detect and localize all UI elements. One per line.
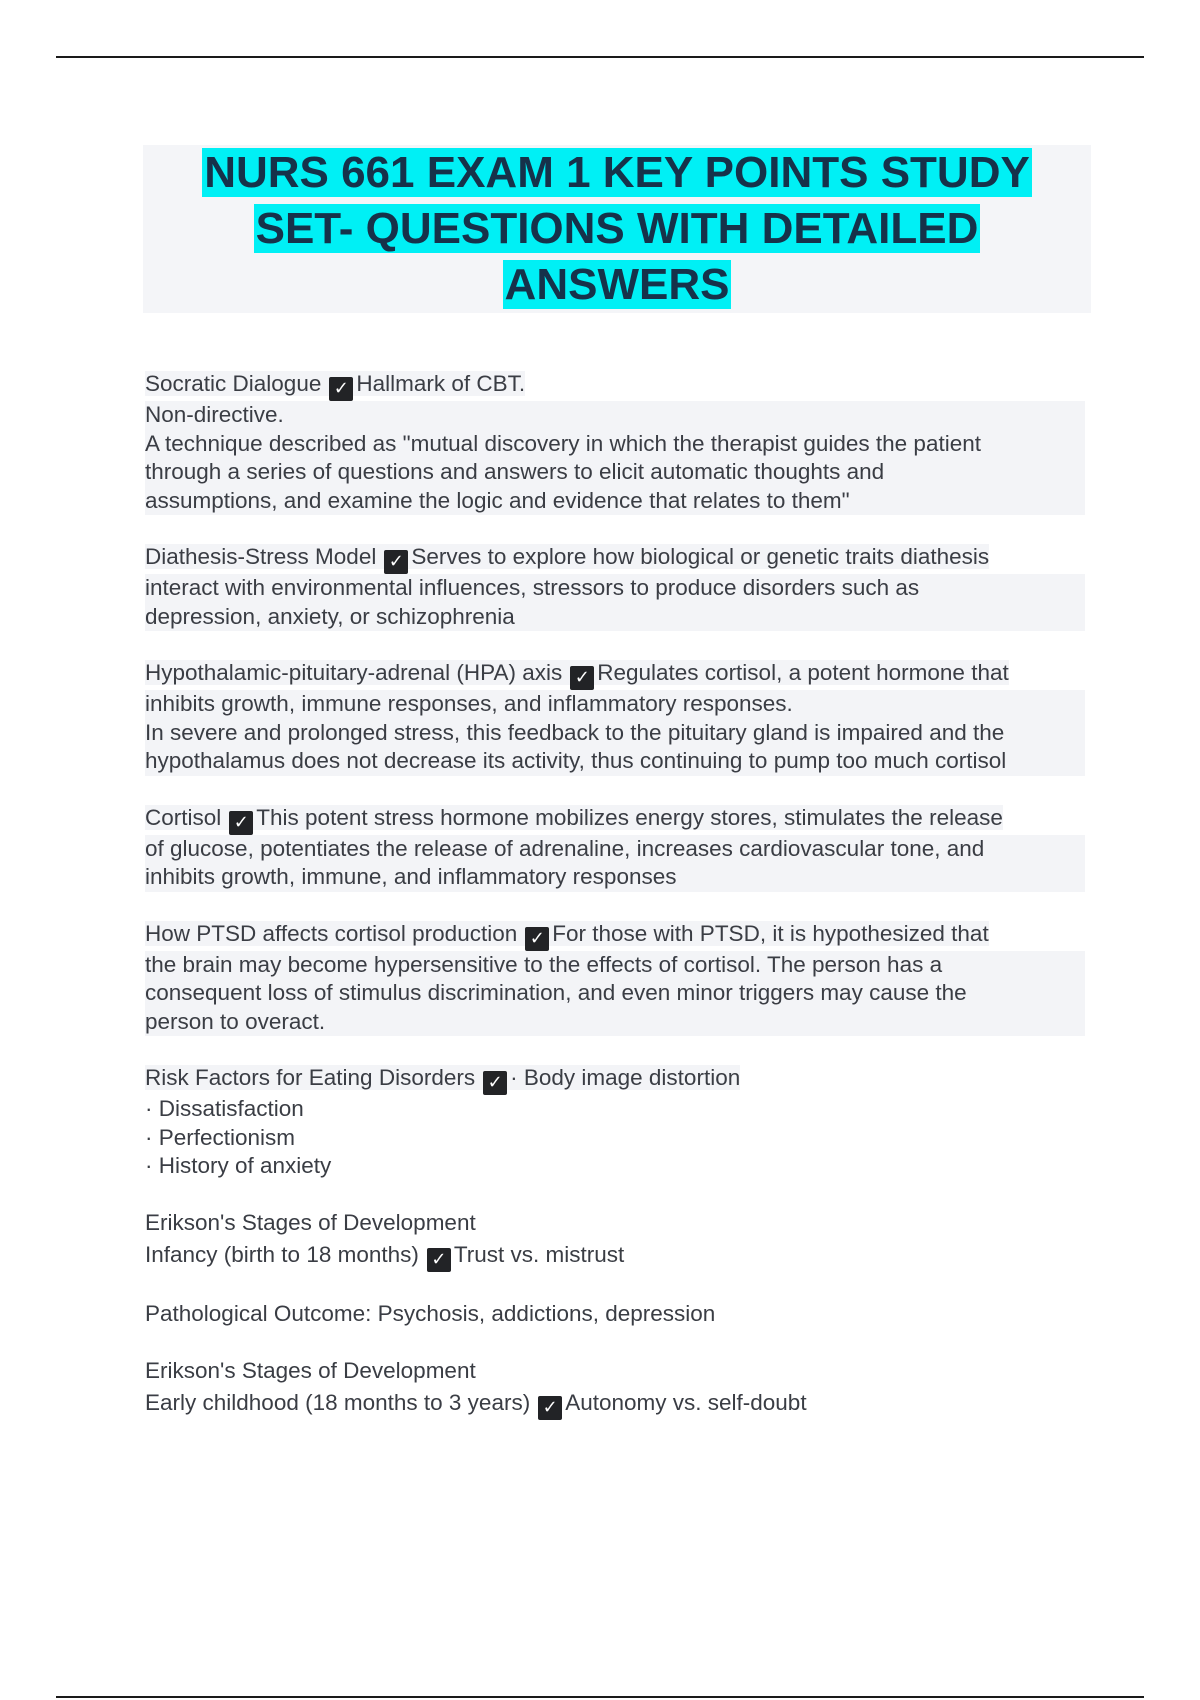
entry-answer-line: · Perfectionism (145, 1124, 296, 1150)
flashcard-entry (145, 370, 1085, 515)
checkmark-icon: ✓ (570, 666, 594, 690)
entry-note: Pathological Outcome: Psychosis, addictions, depression (145, 1301, 716, 1326)
entry-answer-line: interact with environmental influences, stressors to produce disorders such as (145, 574, 1085, 603)
entry-answer-line: This potent stress hormone mobilizes energy stores, stimulates the release (256, 804, 1003, 830)
entry-answer-line: Autonomy vs. self-doubt (565, 1390, 807, 1415)
entry-heading: Erikson's Stages of Development (145, 1209, 476, 1235)
entry-term: How PTSD affects cortisol production (145, 920, 518, 946)
entry-answer-line: consequent loss of stimulus discrimination, and even minor triggers may cause the (145, 979, 1085, 1008)
flashcard-entry (145, 1357, 1085, 1421)
entry-term: Socratic Dialogue (145, 371, 322, 396)
entry-answer-line: the brain may become hypersensitive to the effects of cortisol. The person has a (145, 951, 1085, 980)
flashcard-entry (145, 920, 1085, 1037)
entry-answer-line: assumptions, and examine the logic and evidence that relates to them" (145, 487, 1085, 516)
flashcard-entry (145, 1300, 1085, 1329)
entry-term: Infancy (birth to 18 months) (145, 1242, 419, 1267)
document-title (143, 145, 1091, 313)
entry-term: Risk Factors for Eating Disorders (145, 1065, 476, 1090)
entry-term: Diathesis-Stress Model (145, 544, 377, 569)
title-line-2: SET- QUESTIONS WITH DETAILED (255, 204, 979, 253)
entry-answer-line: hypothalamus does not decrease its activity, thus continuing to pump too much cortisol (145, 747, 1085, 776)
entry-answer-line: Hallmark of CBT. (356, 371, 526, 396)
checkmark-icon: ✓ (538, 1396, 562, 1420)
entry-answer-line: person to overact. (145, 1008, 1085, 1037)
entry-answer-line: inhibits growth, immune responses, and inflammatory responses. (145, 690, 1085, 719)
entry-answer-line: Trust vs. mistrust (453, 1242, 625, 1267)
flashcard-entry (145, 1209, 1085, 1273)
entry-answer-line: depression, anxiety, or schizophrenia (145, 603, 1085, 632)
entry-answer-line: Regulates cortisol, a potent hormone that (597, 660, 1009, 685)
study-set (145, 370, 1085, 1448)
flashcard-entry (145, 659, 1085, 776)
flashcard-entry (145, 804, 1085, 892)
entry-answer-line: inhibits growth, immune, and inflammatory responses (145, 863, 1085, 892)
entry-answer-line: A technique described as "mutual discovery in which the therapist guides the patient (145, 430, 1085, 459)
flashcard-entry (145, 1064, 1085, 1181)
bottom-rule (56, 1696, 1144, 1698)
title-banner (143, 145, 1091, 313)
title-line-3: ANSWERS (504, 260, 730, 309)
entry-answer-line: Serves to explore how biological or genetic traits diathesis (411, 544, 990, 569)
checkmark-icon: ✓ (329, 377, 353, 401)
entry-answer-line: through a series of questions and answers to elicit automatic thoughts and (145, 458, 1085, 487)
checkmark-icon: ✓ (525, 927, 549, 951)
flashcard-entry (145, 543, 1085, 631)
entry-heading: Erikson's Stages of Development (145, 1357, 476, 1383)
entry-term: Early childhood (18 months to 3 years) (145, 1390, 531, 1415)
checkmark-icon: ✓ (483, 1071, 507, 1095)
entry-answer-line: · History of anxiety (145, 1153, 332, 1178)
checkmark-icon: ✓ (229, 811, 253, 835)
entry-answer-line: of glucose, potentiates the release of adrenaline, increases cardiovascular tone, and (145, 835, 1085, 864)
entry-term: Hypothalamic-pituitary-adrenal (HPA) axis (145, 660, 563, 685)
entry-answer-line: In severe and prolonged stress, this feedback to the pituitary gland is impaired and the (145, 719, 1085, 748)
checkmark-icon: ✓ (384, 550, 408, 574)
entry-term: Cortisol (145, 804, 222, 830)
entry-answer-line: Non-directive. (145, 401, 1085, 430)
checkmark-icon: ✓ (427, 1248, 451, 1272)
title-line-1: NURS 661 EXAM 1 KEY POINTS STUDY (204, 148, 1030, 197)
top-rule (56, 56, 1144, 58)
entry-answer-line: · Body image distortion (510, 1065, 741, 1090)
entry-answer-line: For those with PTSD, it is hypothesized that (552, 920, 989, 946)
entry-answer-line: · Dissatisfaction (145, 1096, 304, 1121)
